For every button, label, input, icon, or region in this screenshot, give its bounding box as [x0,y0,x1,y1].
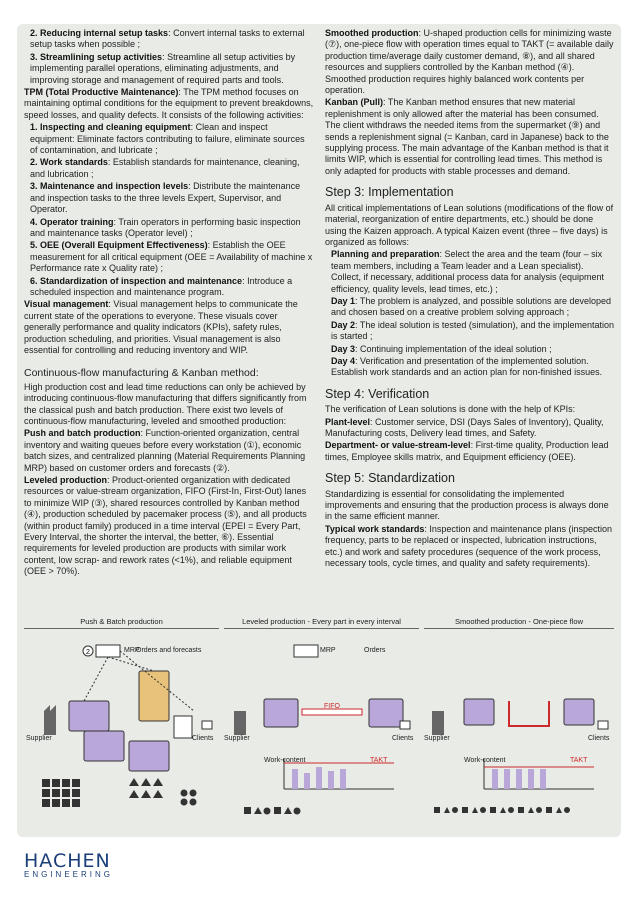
supplier-factory-icon [44,711,56,735]
item-num: 5. [30,240,38,251]
setup-item-2 [24,28,314,51]
takt-label: TAKT [370,757,388,764]
supplier-label: Supplier [26,735,52,742]
tpm-text: : The TPM method focuses on maintaining optimal conditions for the equipment to prevent breakdowns, speed losses, and quality defects. It consists of the following activities: [24,87,314,120]
item-text: : Streamline all setup activities by implementing parallel operations, eliminating adjustments, and improving storage and management of required parts and tools. [30,51,296,85]
workstation [129,741,169,771]
item-text: : Clean and inspect equipment: Eliminate factors contributing to failure, eliminate sources of contamination, and lubricate ; [30,122,305,156]
work-content-bars [292,767,346,789]
workstation [464,699,494,725]
step3-item-day3 [325,344,615,355]
smoothed-drawing [424,631,614,827]
kb-text: : The Kanban method ensures that new material replenishment is only allowed after the material has been consumed. The client withdraws the needed items from the supermarket (⑨) and sends a replenishment signal (= Kanban, card in Japanese) back to the supplying process. The main advantage of the Kanban method is that it limits WIP, which is essential for controlling lead times. This method is only adapted for products with stable processes and demand. [325,97,609,176]
item-text: : The ideal solution is tested (simulation), and the implementation is started ; [331,319,615,342]
leveled-shapes [244,807,301,815]
item-term: Planning and preparation [331,249,440,260]
push-batch-drawing [24,631,219,827]
mrp-label: MRP [124,647,140,654]
item-term: Day 3 [331,343,356,354]
takt-label: TAKT [570,757,588,764]
item-text: : Inspection and maintenance plans (inspection frequency, parts to be replaced or inspected, lubrication instructions, etc.) and work and safety procedures (sequence of the work process, necessary tools, cycle times, and quality and safety requirements). [325,523,612,569]
item-term: OEE (Overall Equipment Effectiveness) [40,240,208,251]
item-term: Day 4 [331,355,356,366]
tpm-item-6 [24,276,314,299]
fifo-label: FIFO [324,703,340,710]
item-term: Operator training [40,216,114,227]
step3-item-day2 [325,320,615,343]
step5-heading: Step 5: Standardization [325,471,455,486]
logo-line1: HACHEN [24,850,111,872]
leveled-production-paragraph [24,475,314,578]
item-term: Typical work standards [325,523,425,534]
tpm-item-3 [24,181,314,215]
leveled-diagram [224,617,419,827]
item-term: Work standards [40,157,108,168]
clients-label: Clients [192,735,214,742]
lp-text: : Product-oriented organization with dedicated resources or value-stream organization, FIFO (First-In, First-Out) lanes to minimize WIP (③), shared resources controlled by Kanban method (④), production scheduled by pacemaker process (⑤), and all products (within product family) produced in a time interval (EPEI = Every Part, Every Interval, the shorter the interval, the better, ⑥). Essential requirements for leveled production are products with similar work content, low scrap- and rework rates (<1%), and reliable equipment (OEE > 70%). [24,475,307,577]
workstation [564,699,594,725]
diagram-title: Push & Batch production [24,617,219,629]
item-text: : First-time quality, Production lead times, Employee skills matrix, and Equipment efficiency (OEE). [325,440,609,462]
push-batch-diagram [24,617,219,827]
supplier-label: Supplier [224,735,250,742]
item-num: 4. [30,216,38,227]
right-column [325,28,615,570]
u-cell [509,701,549,726]
step4-text: The verification of Lean solutions is done with the help of KPIs: [325,404,576,415]
vm-term: Visual management [24,299,109,310]
step5-text: Standardizing is essential for consolidating the implemented improvements and ensuring that the production process is always done in the same efficient manner. [325,488,609,522]
kanban-paragraph [325,97,615,177]
sp-text: : U-shaped production cells for minimizing waste (⑦), one-piece flow with operation times equal to TAKT (= available daily production time/average daily customer demand, ⑧), and all shared resources and suppliers controlled by the Kanban method (④). Smoothed production requires highly balanced work contents per operation. [325,28,614,96]
item-text: : Distribute the maintenance and inspection tasks to the three levels Expert, Supervisor, and Operator. [30,181,301,215]
clients-cart-icon [598,721,608,729]
continuous-flow-text: High production cost and lead time reductions can only be achieved by introducing continuous-flow manufacturing that differs significantly from the classical push and batch production. There exist two levels of continuous-flow manufacturing, leveled and smoothed production: [24,381,307,426]
step3-item-planning [325,249,615,295]
tpm-item-1 [24,122,314,156]
step4-heading: Step 4: Verification [325,386,430,401]
item-num: 6. [30,275,38,286]
pb-term: Push and batch production [24,428,141,439]
item-num: 3. [30,51,38,62]
item-text: : Establish standards for maintenance, cleaning, and lubrication ; [30,157,300,179]
diagram-title: Smoothed production - One-piece flow [424,617,614,629]
mrp-box [96,645,120,657]
tpm-item-5 [24,240,314,274]
clients-label: Clients [392,735,414,742]
leveled-drawing [224,631,419,827]
sp-term: Smoothed production [325,28,419,38]
batch-circles [181,790,197,806]
central-inventory [139,671,169,721]
step3-text: All critical implementations of Lean solutions (modifications of the flow of material, reorganization of entire departments, etc.) should be done using the Kaizen approach. A typical Kaizen event (three – five days) is organized as follows: [325,202,614,247]
item-text: : Select the area and the team (four – six team members, including a Team leader and a Lean specialist). Collect, if necessary, additional process data for analysis (equipment efficiency, quality levels, lead times, etc.) ; [331,249,604,294]
supplier-label: Supplier [424,735,450,742]
supplier-factory-icon [234,711,246,735]
tpm-term: TPM (Total Productive Maintenance) [24,87,179,98]
batch-squares [42,779,80,807]
kb-term: Kanban (Pull) [325,97,383,108]
orders-label: Orders [364,647,386,654]
workstation [84,731,124,761]
item-term: Reducing internal setup tasks [40,28,169,38]
smoothed-production-paragraph [325,28,615,96]
item-term: Day 1 [331,295,356,306]
step3-heading: Step 3: Implementation [325,185,454,200]
step5-standards [325,524,615,570]
workstation [369,699,403,727]
item-term: Inspecting and cleaning equipment [40,122,191,133]
continuous-flow-heading: Continuous-flow manufacturing & Kanban method: [24,367,259,380]
setup-item-3 [24,52,314,86]
item-num: 2. [30,157,38,168]
workstation [69,701,109,731]
work-content-bars [492,769,546,789]
item-text: : Verification and presentation of the implemented solution. Establish work standards and an action plan for non-finished issues. [331,355,603,378]
production-diagrams [24,617,614,827]
inventory-grid [174,716,192,738]
logo-line2: ENGINEERING [24,870,114,879]
one-piece-shapes [434,807,570,813]
pb-text: : Function-oriented organization, central inventory and waiting queues before every workstation (①), economic batch sizes, and centralized planning (Material Requirements Planning MRP) based on customer orders and forecasts (②). [24,428,306,473]
item-text: : Train operators in performing basic inspection and maintenance tasks (Operator level) ; [30,216,301,238]
diagram-title: Leveled production - Every part in every interval [224,617,419,629]
workstation [264,699,298,727]
svg-text:2: 2 [86,649,90,656]
item-term: Maintenance and inspection levels [40,181,189,192]
smoothed-diagram [424,617,614,827]
push-batch-paragraph [24,428,314,474]
left-column [24,28,314,579]
item-text: : Customer service, DSI (Days Sales of Inventory), Quality, Manufacturing costs, Delivery lead times, and Safety. [325,416,604,438]
batch-triangles [129,778,163,798]
orders-forecasts-label: Orders and forecasts [136,647,202,654]
vm-text: : Visual management helps to communicate the current state of the operations to everyone. These visuals cover generally performance and quality indicators (KPIs), safety rules, production scheduling, and priorities. Visual management is also essential for controlling and reducing inventory and WIP. [24,299,298,355]
item-text: : The problem is analyzed, and possible solutions are developed and chosen based on a creative problem solving approach ; [331,295,612,318]
clients-label: Clients [588,735,610,742]
step4-item-department [325,440,615,463]
item-term: Standardization of inspection and maintenance [40,275,243,286]
visual-management-paragraph [24,299,314,356]
supplier-factory-icon [432,711,444,735]
step3-item-day1 [325,296,615,319]
tpm-item-4 [24,217,314,240]
item-text: : Convert internal tasks to external setup tasks when possible ; [30,28,305,50]
item-term: Streamlining setup activities [40,51,163,62]
step3-item-day4 [325,356,615,379]
tpm-paragraph [24,87,314,121]
item-term: Day 2 [331,319,356,330]
item-num: 3. [30,181,38,192]
tpm-item-2 [24,157,314,180]
item-num: 2. [30,28,38,38]
item-text: : Continuing implementation of the ideal solution ; [355,343,552,354]
mrp-label: MRP [320,647,336,654]
item-num: 1. [30,122,38,133]
clients-cart-icon [400,721,410,729]
item-term: Department- or value-stream-level [325,440,471,451]
item-text: : Introduce a scheduled inspection and maintenance program. [30,275,293,297]
work-content-label: Work-content [464,757,506,764]
clients-cart-icon [202,721,212,729]
step4-item-plant [325,417,615,440]
item-term: Plant-level [325,416,371,427]
lp-term: Leveled production [24,475,108,486]
hachen-logo [24,850,113,879]
item-text: : Establish the OEE measurement for all critical equipment (OEE = Availability of machine x Performance rate x Quality rate) ; [30,240,313,274]
work-content-label: Work-content [264,757,306,764]
